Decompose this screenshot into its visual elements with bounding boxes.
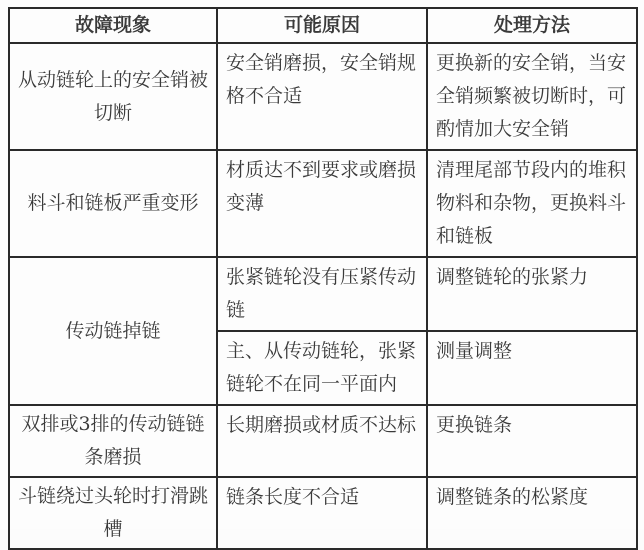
table-row	[9, 150, 637, 257]
table-header-row	[9, 8, 637, 43]
phenomenon-cell: 从动链轮上的安全销被切断	[9, 43, 217, 150]
solution-cell: 调整链条的松紧度	[427, 477, 637, 549]
table-row	[9, 43, 637, 150]
cause-cell: 安全销磨损，安全销规格不合适	[217, 43, 427, 150]
cause-cell: 链条长度不合适	[217, 477, 427, 549]
phenomenon-cell: 斗链绕过头轮时打滑跳槽	[9, 477, 217, 549]
fault-troubleshooting-table	[8, 7, 638, 550]
header-fault-phenomenon: 故障现象	[9, 8, 217, 43]
header-remedy: 处理方法	[427, 8, 637, 43]
solution-cell: 测量调整	[427, 331, 637, 405]
cause-cell: 长期磨损或材质不达标	[217, 405, 427, 477]
solution-cell: 调整链轮的张紧力	[427, 257, 637, 331]
phenomenon-cell: 传动链掉链	[9, 257, 217, 405]
table-row	[9, 257, 637, 331]
cause-cell: 材质达不到要求或磨损变薄	[217, 150, 427, 257]
phenomenon-cell: 料斗和链板严重变形	[9, 150, 217, 257]
cause-cell: 张紧链轮没有压紧传动链	[217, 257, 427, 331]
header-possible-cause: 可能原因	[217, 8, 427, 43]
phenomenon-cell: 双排或3排的传动链链条磨损	[9, 405, 217, 477]
table-row	[9, 405, 637, 477]
solution-cell: 更换新的安全销，当安全销频繁被切断时，可酌情加大安全销	[427, 43, 637, 150]
cause-cell: 主、从传动链轮，张紧链轮不在同一平面内	[217, 331, 427, 405]
solution-cell: 清理尾部节段内的堆积物料和杂物，更换料斗和链板	[427, 150, 637, 257]
solution-cell: 更换链条	[427, 405, 637, 477]
table-row	[9, 477, 637, 549]
